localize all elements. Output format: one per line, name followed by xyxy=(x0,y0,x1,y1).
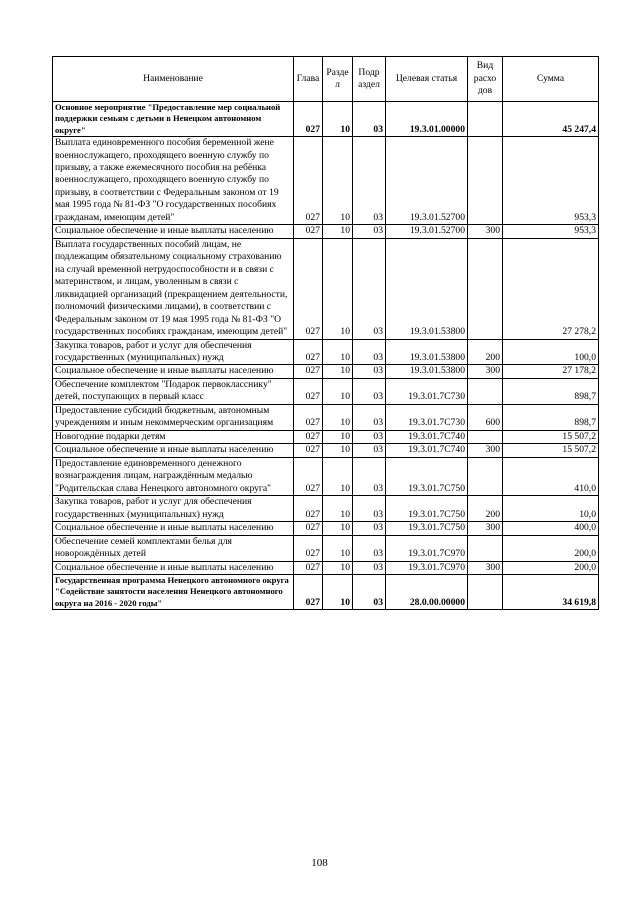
table-row xyxy=(53,535,599,561)
row-razdel: 10 xyxy=(323,238,353,339)
row-razdel: 10 xyxy=(323,522,353,535)
row-vid: 300 xyxy=(468,444,503,457)
row-summa: 953,3 xyxy=(503,137,599,225)
table-row xyxy=(53,574,599,609)
table-row xyxy=(53,404,599,430)
row-podrazdel: 03 xyxy=(353,102,386,137)
row-podrazdel: 03 xyxy=(353,238,386,339)
row-glava: 027 xyxy=(294,522,323,535)
row-glava: 027 xyxy=(294,574,323,609)
row-podrazdel: 03 xyxy=(353,457,386,495)
table-row xyxy=(53,137,599,225)
row-name: Социальное обеспечение и иные выплаты населению xyxy=(53,561,294,574)
row-name: Предоставление единовременного денежного вознаграждения лицам, награждённым медалью "Родительская слава Ненецкого автономного округа" xyxy=(53,457,294,495)
table-row xyxy=(53,225,599,238)
row-summa: 410,0 xyxy=(503,457,599,495)
row-vid xyxy=(468,574,503,609)
row-podrazdel: 03 xyxy=(353,444,386,457)
row-podrazdel: 03 xyxy=(353,522,386,535)
table-row xyxy=(53,378,599,404)
row-podrazdel: 03 xyxy=(353,561,386,574)
row-celevaya: 19.3.01.7С740 xyxy=(386,430,468,443)
row-celevaya: 19.3.01.7С970 xyxy=(386,561,468,574)
row-summa: 27 178,2 xyxy=(503,365,599,378)
row-celevaya: 19.3.01.7С730 xyxy=(386,404,468,430)
table-row xyxy=(53,430,599,443)
header-vid: Вид расхо дов xyxy=(468,57,503,102)
row-vid xyxy=(468,238,503,339)
row-summa: 898,7 xyxy=(503,378,599,404)
row-razdel: 10 xyxy=(323,365,353,378)
row-name: Социальное обеспечение и иные выплаты населению xyxy=(53,365,294,378)
row-vid: 300 xyxy=(468,365,503,378)
row-summa: 10,0 xyxy=(503,496,599,522)
row-podrazdel: 03 xyxy=(353,496,386,522)
table-row xyxy=(53,102,599,137)
header-razdel: Разде л xyxy=(323,57,353,102)
row-vid: 200 xyxy=(468,339,503,365)
row-razdel: 10 xyxy=(323,535,353,561)
table-row xyxy=(53,339,599,365)
row-summa: 45 247,4 xyxy=(503,102,599,137)
row-summa: 898,7 xyxy=(503,404,599,430)
table-row xyxy=(53,457,599,495)
row-glava: 027 xyxy=(294,444,323,457)
row-celevaya: 19.3.01.53800 xyxy=(386,365,468,378)
row-glava: 027 xyxy=(294,404,323,430)
row-vid: 600 xyxy=(468,404,503,430)
row-celevaya: 19.3.01.7С970 xyxy=(386,535,468,561)
row-razdel: 10 xyxy=(323,430,353,443)
row-razdel: 10 xyxy=(323,561,353,574)
row-celevaya: 19.3.01.00000 xyxy=(386,102,468,137)
row-razdel: 10 xyxy=(323,574,353,609)
row-razdel: 10 xyxy=(323,457,353,495)
table-row xyxy=(53,522,599,535)
header-celevaya: Целевая статья xyxy=(386,57,468,102)
row-summa: 34 619,8 xyxy=(503,574,599,609)
row-name: Предоставление субсидий бюджетным, автономным учреждениям и иным некоммерческим организациям xyxy=(53,404,294,430)
row-name: Закупка товаров, работ и услуг для обеспечения государственных (муниципальных) нужд xyxy=(53,339,294,365)
row-razdel: 10 xyxy=(323,378,353,404)
row-name: Обеспечение комплектом "Подарок первокласснику" детей, поступающих в первый класс xyxy=(53,378,294,404)
row-glava: 027 xyxy=(294,225,323,238)
table-row xyxy=(53,496,599,522)
row-vid: 300 xyxy=(468,225,503,238)
row-vid: 200 xyxy=(468,496,503,522)
row-name: Государственная программа Ненецкого автономного округа "Содействие занятости населения Ненецкого автономного округа на 2016 - 2020 годы" xyxy=(53,574,294,609)
row-razdel: 10 xyxy=(323,339,353,365)
row-summa: 400,0 xyxy=(503,522,599,535)
row-razdel: 10 xyxy=(323,444,353,457)
row-podrazdel: 03 xyxy=(353,339,386,365)
budget-table xyxy=(52,56,599,610)
row-glava: 027 xyxy=(294,430,323,443)
row-name: Выплата единовременного пособия беременной жене военнослужащего, проходящего военную службу по призыву, а также ежемесячного пособия на ребёнка военнослужащего, проходящего военную службу по призыву, в соответствии с Федеральным законом от 19 мая 1995 года № 81-ФЗ "О государственных пособиях гражданам, имеющим детей" xyxy=(53,137,294,225)
row-celevaya: 19.3.01.52700 xyxy=(386,225,468,238)
row-vid xyxy=(468,378,503,404)
row-name: Новогодние подарки детям xyxy=(53,430,294,443)
row-celevaya: 28.0.00.00000 xyxy=(386,574,468,609)
table-row xyxy=(53,365,599,378)
row-name: Социальное обеспечение и иные выплаты населению xyxy=(53,522,294,535)
row-celevaya: 19.3.01.53800 xyxy=(386,238,468,339)
row-vid xyxy=(468,457,503,495)
row-glava: 027 xyxy=(294,457,323,495)
row-celevaya: 19.3.01.7С750 xyxy=(386,522,468,535)
row-vid: 300 xyxy=(468,561,503,574)
row-podrazdel: 03 xyxy=(353,225,386,238)
row-vid xyxy=(468,430,503,443)
table-row xyxy=(53,444,599,457)
page-number: 108 xyxy=(311,857,328,869)
row-summa: 953,3 xyxy=(503,225,599,238)
row-podrazdel: 03 xyxy=(353,365,386,378)
row-podrazdel: 03 xyxy=(353,430,386,443)
row-podrazdel: 03 xyxy=(353,404,386,430)
row-razdel: 10 xyxy=(323,404,353,430)
row-summa: 27 278,2 xyxy=(503,238,599,339)
row-glava: 027 xyxy=(294,561,323,574)
row-celevaya: 19.3.01.7С750 xyxy=(386,496,468,522)
row-name: Обеспечение семей комплектами белья для новорождённых детей xyxy=(53,535,294,561)
row-summa: 15 507,2 xyxy=(503,430,599,443)
row-summa: 200,0 xyxy=(503,561,599,574)
row-vid: 300 xyxy=(468,522,503,535)
row-podrazdel: 03 xyxy=(353,535,386,561)
row-podrazdel: 03 xyxy=(353,137,386,225)
table-row xyxy=(53,238,599,339)
row-podrazdel: 03 xyxy=(353,378,386,404)
row-vid xyxy=(468,102,503,137)
row-glava: 027 xyxy=(294,496,323,522)
row-razdel: 10 xyxy=(323,496,353,522)
row-name: Социальное обеспечение и иные выплаты населению xyxy=(53,225,294,238)
row-celevaya: 19.3.01.53800 xyxy=(386,339,468,365)
table-header-row xyxy=(53,57,599,102)
row-glava: 027 xyxy=(294,365,323,378)
row-vid xyxy=(468,535,503,561)
row-celevaya: 19.3.01.7С730 xyxy=(386,378,468,404)
header-name: Наименование xyxy=(53,57,294,102)
row-glava: 027 xyxy=(294,238,323,339)
row-summa: 100,0 xyxy=(503,339,599,365)
row-celevaya: 19.3.01.52700 xyxy=(386,137,468,225)
table-row xyxy=(53,561,599,574)
header-podrazdel: Подр аздел xyxy=(353,57,386,102)
row-razdel: 10 xyxy=(323,225,353,238)
row-razdel: 10 xyxy=(323,102,353,137)
row-podrazdel: 03 xyxy=(353,574,386,609)
header-summa: Сумма xyxy=(503,57,599,102)
row-summa: 15 507,2 xyxy=(503,444,599,457)
row-name: Социальное обеспечение и иные выплаты населению xyxy=(53,444,294,457)
row-glava: 027 xyxy=(294,137,323,225)
row-name: Основное мероприятие "Предоставление мер социальной поддержки семьям с детьми в Ненецком автономном округе" xyxy=(53,102,294,137)
row-glava: 027 xyxy=(294,102,323,137)
row-glava: 027 xyxy=(294,535,323,561)
row-vid xyxy=(468,137,503,225)
row-glava: 027 xyxy=(294,378,323,404)
row-name: Выплата государственных пособий лицам, не подлежащим обязательному социальному страхованию на случай временной нетрудоспособности и в связи с материнством, и лицам, уволенным в связи с ликвидацией организаций (прекращением деятельности, полномочий физическими лицами), в соответствии с Федеральным законом от 19 мая 1995 года № 81-ФЗ "О государственных пособиях гражданам, имеющим детей" xyxy=(53,238,294,339)
row-glava: 027 xyxy=(294,339,323,365)
row-celevaya: 19.3.01.7С750 xyxy=(386,457,468,495)
row-summa: 200,0 xyxy=(503,535,599,561)
row-name: Закупка товаров, работ и услуг для обеспечения государственных (муниципальных) нужд xyxy=(53,496,294,522)
header-glava: Глава xyxy=(294,57,323,102)
row-razdel: 10 xyxy=(323,137,353,225)
row-celevaya: 19.3.01.7С740 xyxy=(386,444,468,457)
